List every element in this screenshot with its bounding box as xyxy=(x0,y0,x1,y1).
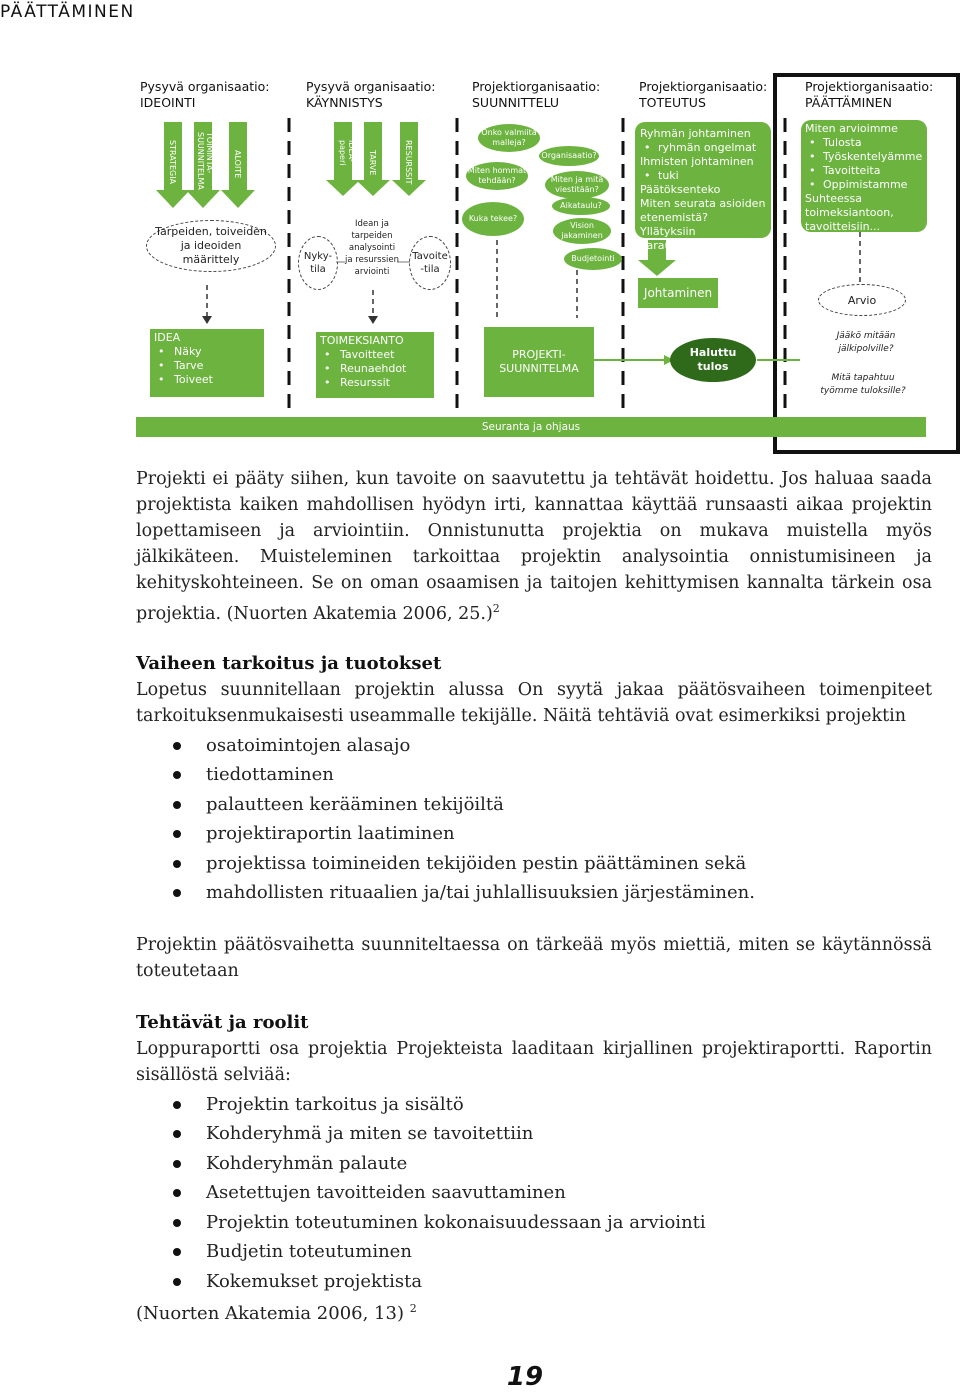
arrow-label-strategia: STRATEGIA xyxy=(168,140,177,185)
heading-tarkoitus: Vaiheen tarkoitus ja tuotokset xyxy=(136,652,442,674)
list-item: Asetettujen tavoitteiden saavuttaminen xyxy=(136,1178,932,1208)
bubble-valmiita-malleja: Onko valmiita malleja? xyxy=(478,124,540,152)
paattaminen-box: Miten arvioimme • Tulosta • Työskentelyämme • Tavoitteita • Oppimistamme Suhteessa toimeksiantoon, tavoitteisiin... xyxy=(801,120,927,232)
question-tuloksille: Mitä tapahtuu työmme tuloksille? xyxy=(820,373,906,396)
haluttu-tulos-ellipse: Haluttu tulos xyxy=(670,338,756,382)
arrow-label-resurssit: RESURSSIT xyxy=(404,140,413,185)
toimeksianto-box: TOIMEKSIANTO • Tavoitteet • Reunaehdot • Resurssit xyxy=(316,332,434,398)
column-title-paattaminen: Projektiorganisaatio: PÄÄTTÄMINEN xyxy=(805,79,934,110)
bubble-organisaatio: Organisaatio? xyxy=(539,146,599,166)
toteutus-box: Ryhmän johtaminen • ryhmän ongelmat Ihmisten johtaminen • tuki Päätöksenteko Miten seurata asioiden etenemistä? Yllätyksiin varautuminen xyxy=(635,122,771,238)
page-number: 19 xyxy=(506,1362,544,1392)
column-title-ideointi: Pysyvä organisaatio: IDEOINTI xyxy=(140,79,270,110)
arrow-label-tarve: TARVE xyxy=(368,150,377,176)
projektisuunnitelma-box: PROJEKTI-SUUNNITELMA xyxy=(484,327,594,397)
arvio-ellipse: Arvio xyxy=(818,284,906,316)
list-item: Kohderyhmän palaute xyxy=(136,1149,932,1179)
column-title-kaynnistys: Pysyvä organisaatio: KÄYNNISTYS xyxy=(306,79,436,110)
bubble-vision-jakaminen: Vision jakaminen xyxy=(553,218,611,244)
list-item: projektissa toimineiden tekijöiden pestin päättäminen sekä xyxy=(136,849,932,879)
paragraph-intro: Projekti ei pääty siihen, kun tavoite on saavutettu ja tehtävät hoidettu. Jos haluaa saada projektista kaiken mahdollisen hyödyn irti, kannattaa käyttää runsaasti aikaa projektin lopettamiseen ja arviointiin. Onnistunutta projektia on mukava muistella myös jälkikäteen. Muisteleminen tarkoittaa projektin analysointia onnistumisineen ja kehityskohteineen. Se on oman osaamisen ja taitojen kehittymisen kannalta tärkein osa projektia. (Nuorten Akatemia 2006, 25.)$^2$ xyxy=(136,469,932,624)
list-item: mahdollisten rituaalien ja/tai juhlallisuuksien järjestäminen. xyxy=(136,878,932,908)
main-content xyxy=(136,466,932,1327)
nykytila-ellipse: Nyky-tila xyxy=(298,236,338,290)
tavoitetila-ellipse: Tavoite -tila xyxy=(409,236,451,290)
seuranta-bar: Seuranta ja ohjaus xyxy=(136,417,926,437)
list-raportin-sisalto xyxy=(136,1090,932,1297)
process-diagram xyxy=(0,0,960,460)
arrow-label-aloite: ALOITE xyxy=(233,150,242,179)
list-item: Projektin toteutuminen kokonaisuudessaan ja arviointi xyxy=(136,1208,932,1238)
list-item: tiedottaminen xyxy=(136,760,932,790)
bubble-kuka-tekee: Kuka tekee? xyxy=(462,202,524,236)
citation: (Nuorten Akatemia 2006, 13) $^2$ xyxy=(136,1302,417,1325)
bubble-miten-hommat: Miten hommat tehdään? xyxy=(466,162,528,190)
list-item: Kohderyhmä ja miten se tavoitettiin xyxy=(136,1119,932,1149)
question-jalkipolville: Jääkö mitään jälkipolville? xyxy=(836,331,896,354)
heading-tehtavat-roolit: Tehtävät ja roolit xyxy=(136,1011,309,1033)
page-header: PÄÄTTÄMINEN xyxy=(0,2,135,22)
arrow-label-ideapaperi: IDEA-paperi xyxy=(338,140,356,166)
list-item: projektiraportin laatiminen xyxy=(136,819,932,849)
johtaminen-box: Johtaminen xyxy=(638,278,718,308)
arrow-label-toimintasuunnitelma: TOIMINTA-SUUNNITELMA xyxy=(196,132,214,190)
idea-box: IDEA • Näky • Tarve • Toiveet xyxy=(150,329,264,397)
list-item: osatoimintojen alasajo xyxy=(136,731,932,761)
paragraph-loppuraportti: Loppuraportti osa projektia Projekteista laaditaan kirjallinen projektiraportti. Raportin sisällöstä selviää: xyxy=(136,1038,932,1085)
list-item: palautteen kerääminen tekijöiltä xyxy=(136,790,932,820)
list-item: Projektin tarkoitus ja sisältö xyxy=(136,1090,932,1120)
ideointi-ellipse: Tarpeiden, toiveiden ja ideoiden määrittely xyxy=(146,220,276,272)
idean-arviointi-text: Idean ja tarpeiden analysointi ja resurssien arviointi xyxy=(345,219,399,277)
bubble-viestitaan: Miten ja mitä viestitään? xyxy=(545,171,609,199)
column-title-toteutus: Projektiorganisaatio: TOTEUTUS xyxy=(639,79,768,110)
column-title-suunnittelu: Projektiorganisaatio: SUUNNITTELU xyxy=(472,79,601,110)
paragraph-paatosvaihe: Projektin päätösvaihetta suunniteltaessa on tärkeää myös miettiä, miten se käytännössä toteutetaan xyxy=(136,934,932,981)
list-item: Kokemukset projektista xyxy=(136,1267,932,1297)
bubble-budjetointi: Budjetointi xyxy=(564,248,622,270)
list-item: Budjetin toteutuminen xyxy=(136,1237,932,1267)
paragraph-lopetus: Lopetus suunnitellaan projektin alussa On syytä jakaa päätösvaiheen toimenpiteet tarkoituksenmukaisesti useammalle tekijälle. Näitä tehtäviä ovat esimerkiksi projektin xyxy=(136,679,932,726)
bubble-aikataulu: Aikataulu? xyxy=(552,197,610,215)
list-tehtavat xyxy=(136,731,932,908)
